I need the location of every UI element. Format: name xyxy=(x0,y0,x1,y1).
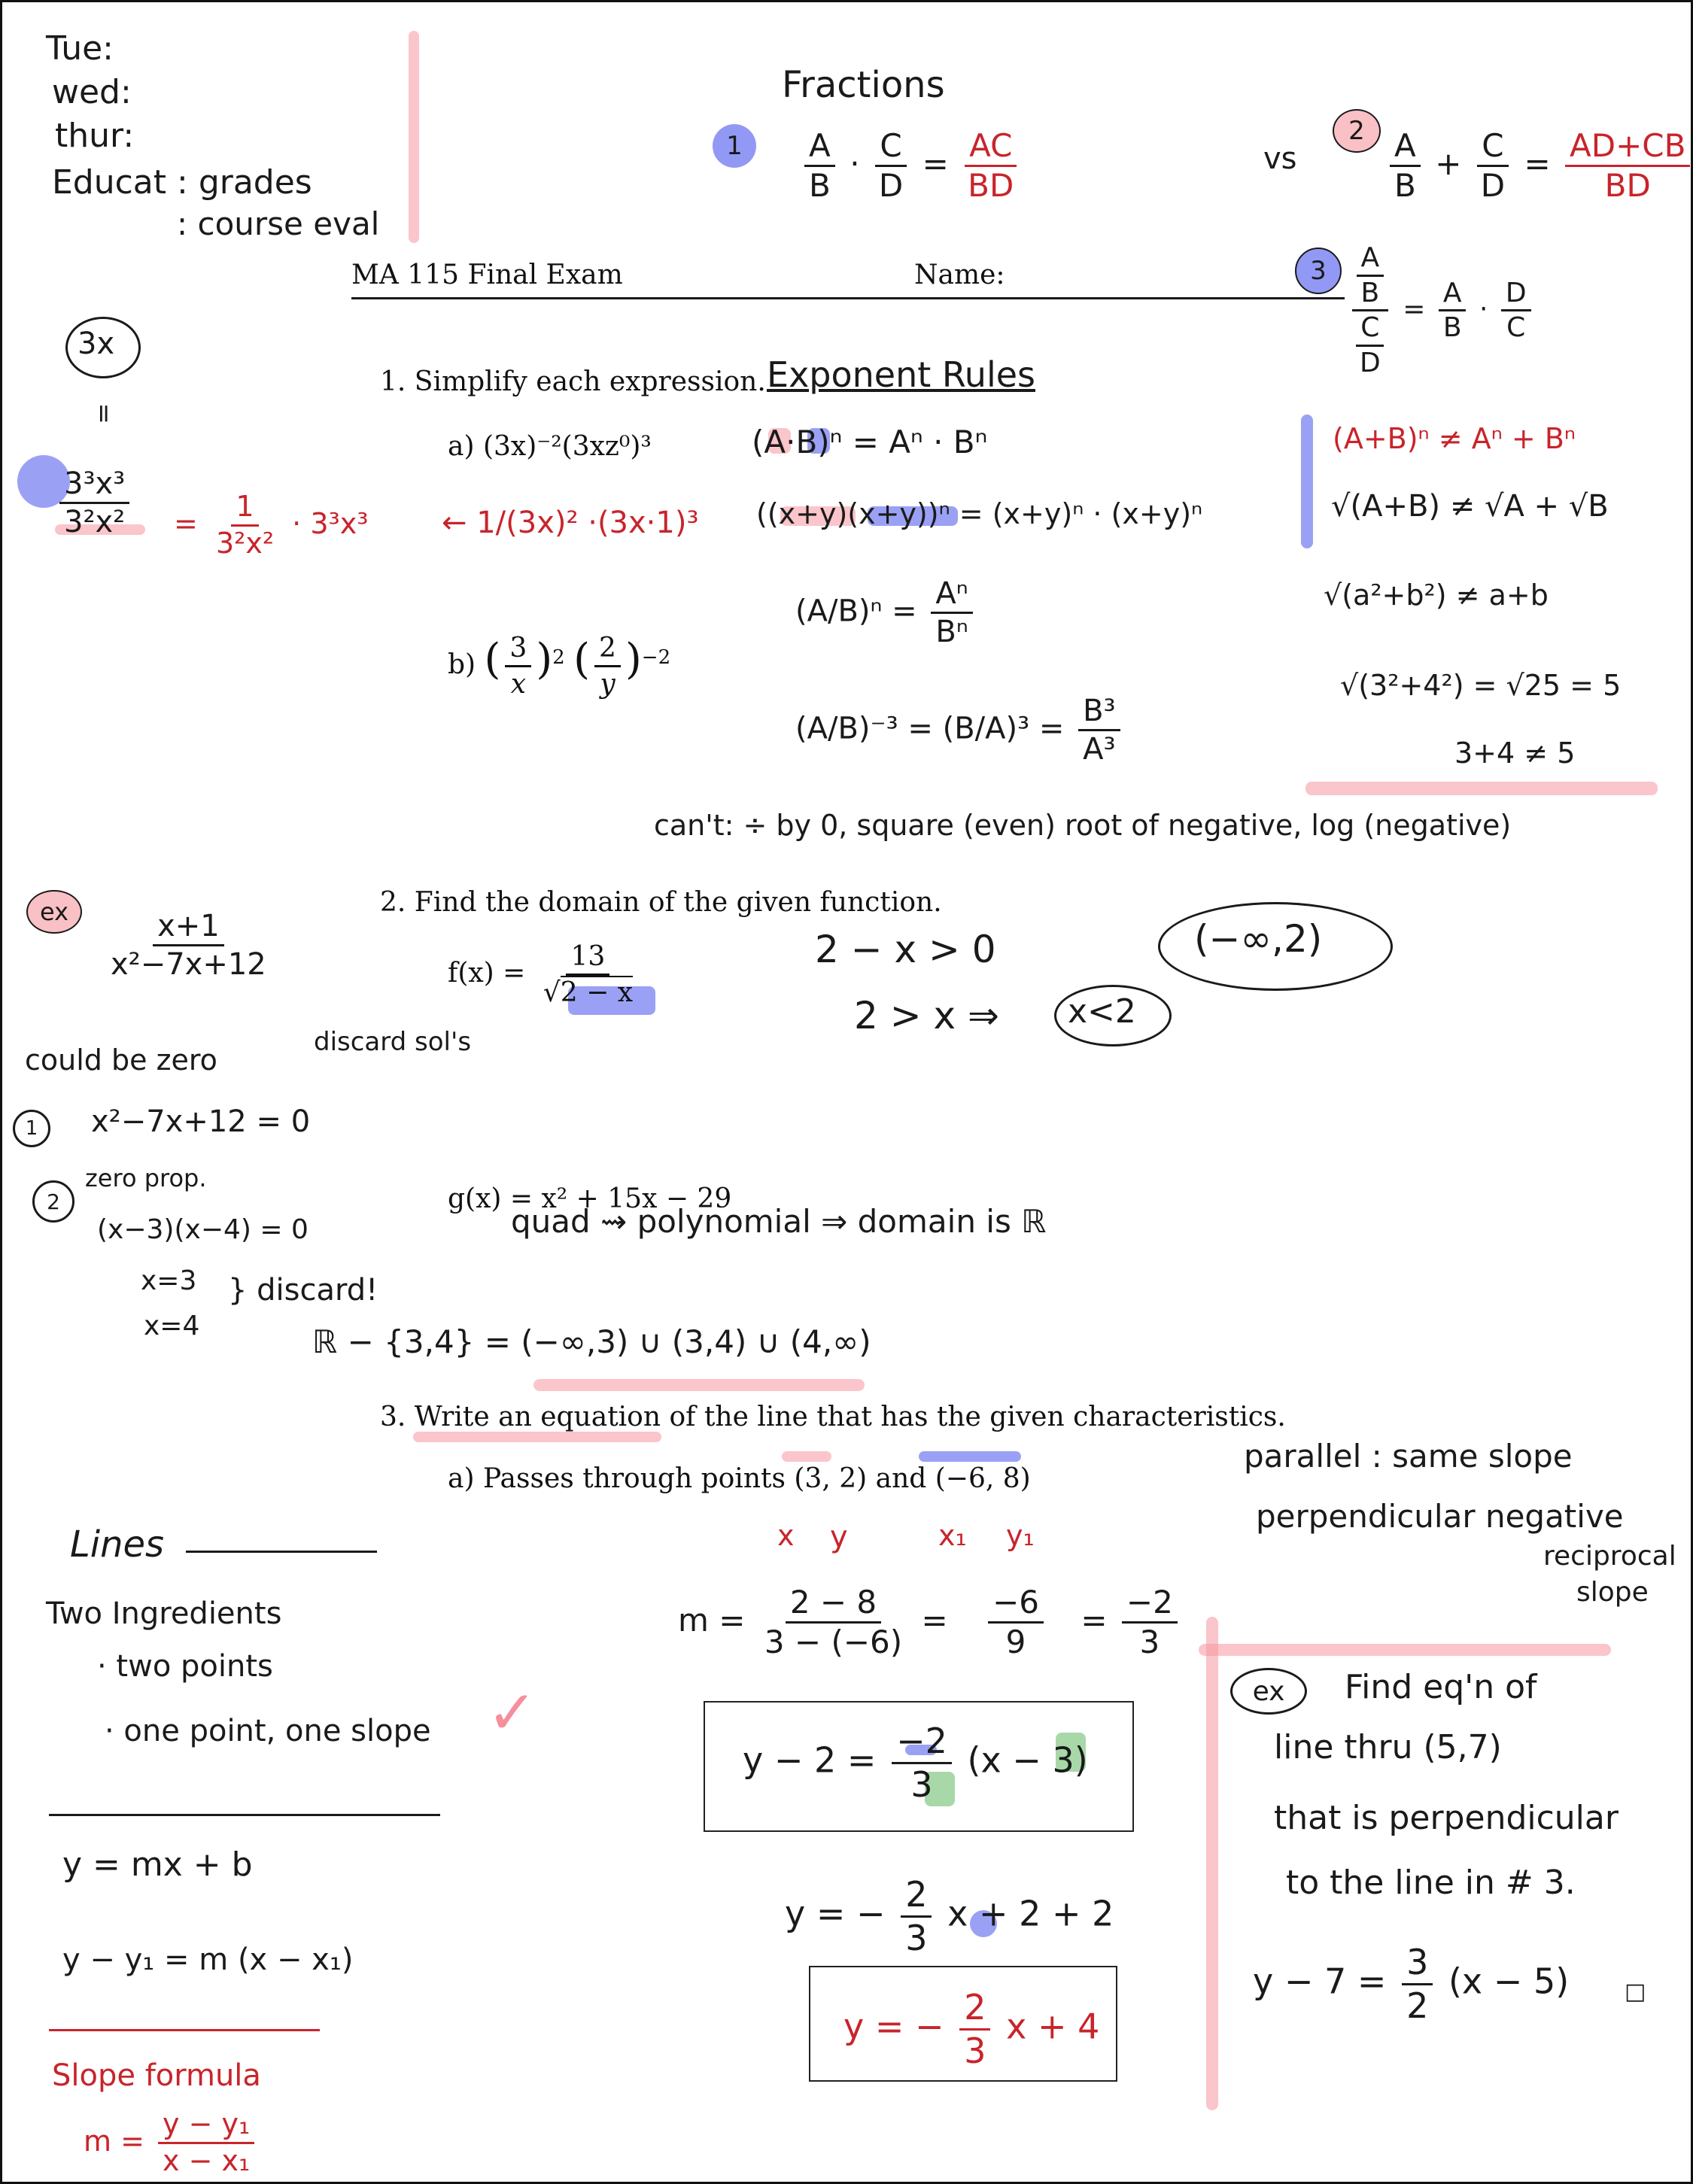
q2-prompt: 2. Find the domain of the given function. xyxy=(380,887,942,918)
q2-work-3: x<2 xyxy=(1068,992,1136,1031)
parallel-note: parallel : same slope xyxy=(1244,1438,1573,1475)
lines-divider-1 xyxy=(49,1814,440,1816)
exam-title: MA 115 Final Exam xyxy=(351,260,623,290)
work-3x-rhs: = $\frac{1}{\text{3²x²}}$ · 3³x³ xyxy=(174,490,369,560)
right-note-5: 3+4 ≠ 5 xyxy=(1454,737,1576,770)
zero-prop: zero prop. xyxy=(85,1164,207,1192)
two-ingredients: Two Ingredients xyxy=(46,1596,282,1631)
vs-label: vs xyxy=(1263,141,1297,176)
q2-f-expression: f(x) = $\frac{13}{√2 - x}$ xyxy=(448,941,633,1009)
discard-sols: discard sol's xyxy=(314,1027,472,1057)
q3a-expression: a) Passes through points (3, 2) and (−6, 8) xyxy=(448,1463,1031,1494)
q1-prompt: 1. Simplify each expression. xyxy=(380,366,766,397)
root-x3: x=3 xyxy=(141,1265,197,1296)
pink-highlight-underline-rules xyxy=(1305,782,1658,795)
ex-right-line-1: Find eq'n of xyxy=(1345,1668,1537,1706)
ex-right-answer: y − 7 = $\frac{3}{2}$ (x − 5) xyxy=(1253,1942,1570,2026)
slope-intercept: y = mx + b xyxy=(62,1845,253,1884)
rule-1: $\frac{A}{B}$ · $\frac{C}{D}$ = $\frac{AC}{BD}$ xyxy=(800,129,1023,203)
rule-2: $\frac{A}{B}$ + $\frac{C}{D}$ = $\frac{AD+CB}{BD}$ xyxy=(1385,129,1693,203)
q1a-expression: a) (3x)⁻²(3xz⁰)³ xyxy=(448,431,652,462)
pink-highlight-underline-answer xyxy=(533,1379,865,1391)
note-wed: wed: xyxy=(52,73,132,111)
note-course-eval: : course eval xyxy=(177,205,380,242)
label-y: y xyxy=(830,1520,848,1554)
ex-badge-right: ex xyxy=(1230,1668,1307,1715)
pink-highlight-corner-horizontal xyxy=(1199,1644,1611,1656)
name-label: Name: xyxy=(914,260,1005,290)
checkmark-icon: ✓ xyxy=(487,1678,538,1748)
pink-highlight-divider-top xyxy=(409,31,419,243)
q2-work-2: 2 > x ⇒ xyxy=(854,994,999,1037)
slope-formula: m = $\frac{\text{y − y₁}}{\text{x − x₁}}$ xyxy=(84,2109,259,2177)
right-note-4: √(3²+4²) = √25 = 5 xyxy=(1340,669,1622,702)
pink-highlight-underline-equation xyxy=(413,1432,661,1442)
work-3x-fraction: $\frac{\text{3³x³}}{\text{3²x²}}$ xyxy=(55,467,134,539)
q1b-expression: b) ( $\frac{3}{x}$ )$^2$ ( $\frac{2}{y}$ )$^{-2}$ xyxy=(448,633,671,700)
lines-divider-2 xyxy=(49,2029,320,2031)
domain-answer: ℝ − {3,4} = (−∞,3) ∪ (3,4) ∪ (4,∞) xyxy=(312,1323,871,1360)
slope-note: slope xyxy=(1576,1577,1649,1608)
lines-heading-rule xyxy=(186,1551,377,1553)
perpendicular-note: perpendicular negative xyxy=(1256,1498,1624,1535)
ex-left-fraction: $\frac{x+1}{\text{x²−7x+12}}$ xyxy=(111,909,266,982)
fractions-heading: Fractions xyxy=(782,64,945,106)
right-note-1: (A+B)ⁿ ≠ Aⁿ + Bⁿ xyxy=(1333,422,1576,455)
qed-icon: □ xyxy=(1625,1979,1646,2005)
equals-vertical: = xyxy=(88,402,119,424)
slope-calc: m = $\frac{2 - 8}{3 - (-6)}$ = $\frac{-6}{9}$ = $\frac{-2}{3}$ xyxy=(678,1585,1182,1660)
label-y1: y₁ xyxy=(1006,1519,1035,1552)
discard-note: } discard! xyxy=(228,1273,378,1308)
expanded-line: y = − $\frac{2}{3}$ x + 2 + 2 xyxy=(785,1874,1114,1958)
final-answer: y = − $\frac{2}{3}$ x + 4 xyxy=(843,1987,1100,2071)
right-note-2: √(A+B) ≠ √A + √B xyxy=(1331,489,1609,524)
q2-work-1: 2 − x > 0 xyxy=(815,928,996,971)
exp-rule-1: (A·B)ⁿ = Aⁿ · Bⁿ xyxy=(752,424,988,460)
two-points: · two points xyxy=(97,1649,273,1684)
q3-prompt: 3. Write an equation of the line that has the given characteristics. xyxy=(380,1402,1286,1432)
exp-rule-2: ((x+y)(x+y))ⁿ = (x+y)ⁿ · (x+y)ⁿ xyxy=(756,497,1203,530)
q2-g-expression: g(x) = x² + 15x − 29 xyxy=(448,1183,732,1214)
note-tue: Tue: xyxy=(46,29,114,68)
could-be-zero: could be zero xyxy=(25,1043,217,1077)
slope-formula-label: Slope formula xyxy=(52,2058,261,2093)
q1a-work: ← 1/(3x)² ·(3x·1)³ xyxy=(442,506,699,540)
cant-note: can't: ÷ by 0, square (even) root of negative, log (negative) xyxy=(654,809,1512,842)
circled-3x-text: 3x xyxy=(78,327,115,361)
label-x: x xyxy=(777,1519,795,1552)
ex-badge-left: ex xyxy=(26,890,82,934)
q2-answer: (−∞,2) xyxy=(1194,917,1323,961)
point-slope: y − y₁ = m (x − x₁) xyxy=(62,1943,354,1977)
header-rule xyxy=(351,297,1345,299)
ex-right-line-4: to the line in # 3. xyxy=(1286,1864,1576,1902)
note-thu: thur: xyxy=(55,117,135,155)
right-note-3: √(a²+b²) ≠ a+b xyxy=(1324,579,1549,612)
note-educat: Educat : grades xyxy=(52,163,312,202)
rule-3: $\frac{\frac{A}{B}}{\frac{C}{D}}$ = $\frac{A}{B}$ · $\frac{D}{C}$ xyxy=(1346,243,1536,378)
reciprocal-note: reciprocal xyxy=(1543,1541,1676,1572)
ex-right-line-2: line thru (5,7) xyxy=(1274,1728,1502,1766)
exp-rule-4: (A/B)⁻³ = (B/A)³ = $\frac{\text{B³}}{\text{A³}}$ xyxy=(795,694,1125,766)
exponent-rules-heading: Exponent Rules xyxy=(767,354,1035,395)
root-x4: x=4 xyxy=(144,1311,200,1341)
lines-heading: Lines xyxy=(70,1523,165,1566)
blue-highlight-point-2 xyxy=(919,1451,1021,1462)
step-1-badge: 1 xyxy=(13,1110,50,1147)
point-slope-equation: y − 2 = $\frac{-2}{3}$ (x − 3) xyxy=(743,1721,1088,1805)
pink-highlight-point-1 xyxy=(782,1451,831,1462)
badge-rule-2: 2 xyxy=(1333,109,1381,153)
step-1: x²−7x+12 = 0 xyxy=(91,1104,311,1139)
step-2: (x−3)(x−4) = 0 xyxy=(97,1214,309,1245)
step-2-badge: 2 xyxy=(32,1180,74,1223)
ex-right-line-3: that is perpendicular xyxy=(1274,1799,1619,1837)
one-point-one-slope: · one point, one slope xyxy=(105,1714,431,1748)
pink-highlight-corner-vertical xyxy=(1206,1617,1218,2110)
q2-g-note: quad ⇝ polynomial ⇒ domain is ℝ xyxy=(511,1203,1047,1240)
label-x1: x₁ xyxy=(938,1519,967,1552)
blue-highlight-divider-right xyxy=(1301,415,1313,548)
badge-rule-3: 3 xyxy=(1295,248,1342,294)
exp-rule-3: (A/B)ⁿ = $\frac{\text{Aⁿ}}{\text{Bⁿ}}$ xyxy=(795,577,977,649)
badge-rule-1: 1 xyxy=(713,124,756,168)
